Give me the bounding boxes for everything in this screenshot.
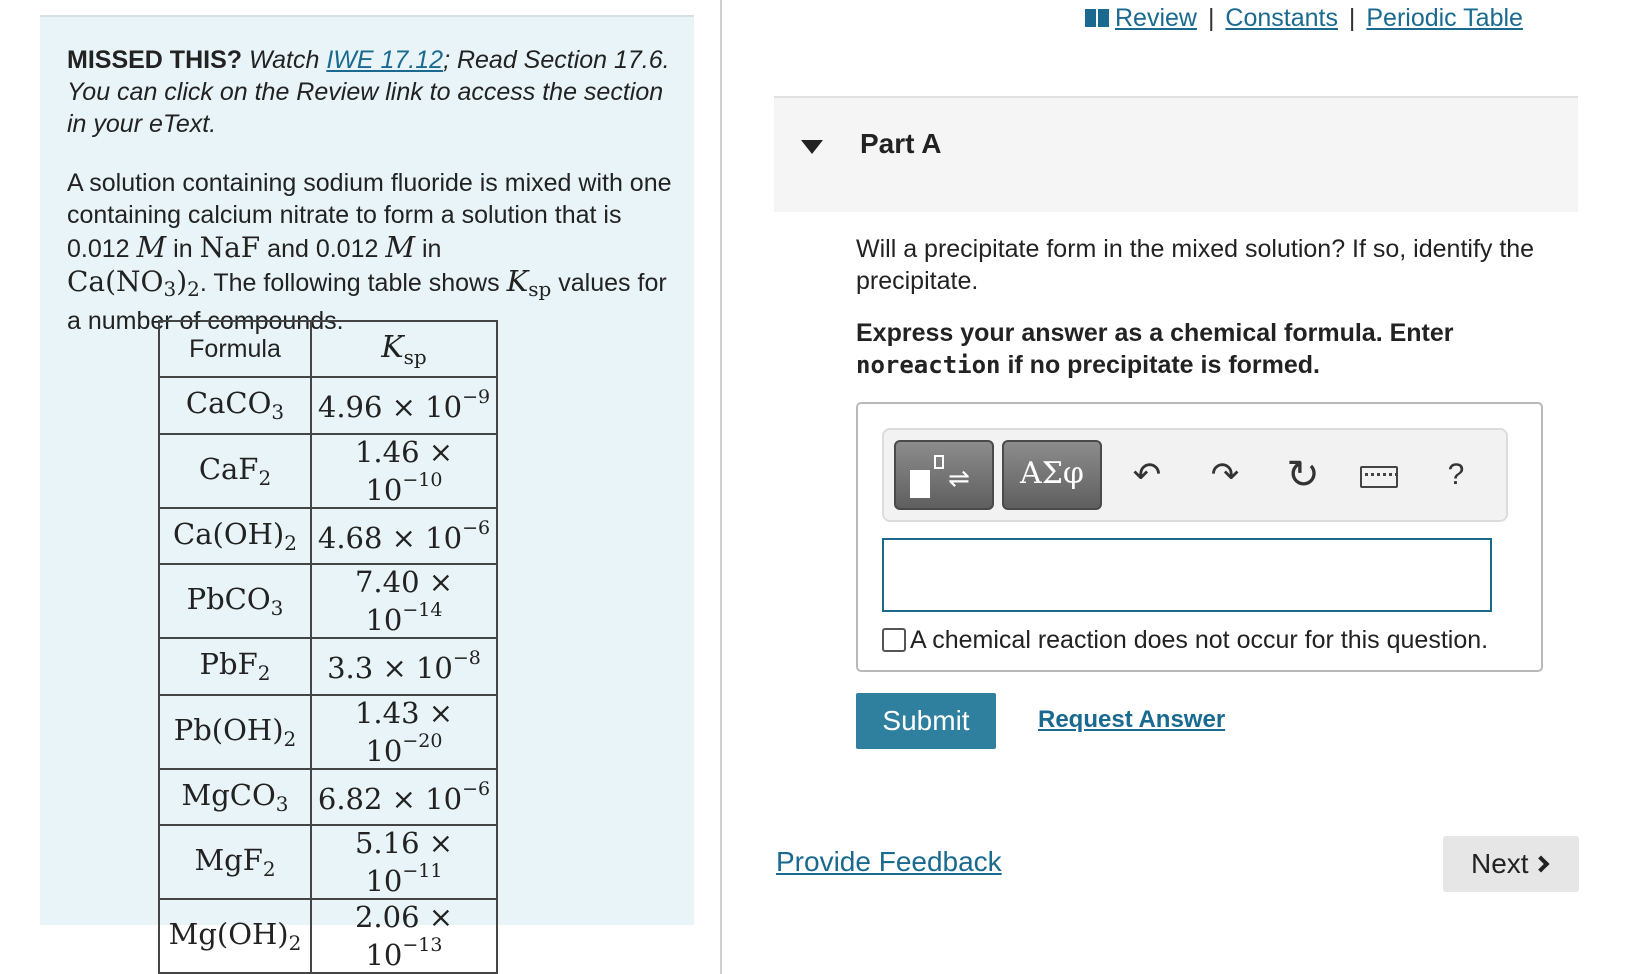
answer-instruction: Express your answer as a chemical formula. Enter noreaction if no precipitate is formed. — [856, 319, 1454, 379]
problem-statement — [67, 167, 677, 337]
constants-link[interactable]: Constants — [1225, 4, 1338, 32]
request-answer-link[interactable]: Request Answer — [1038, 706, 1226, 733]
templates-button[interactable] — [894, 440, 994, 510]
problem-text-2: . The following table shows — [199, 269, 500, 297]
formula-cell: MgF$_2$ — [159, 825, 311, 899]
problem-text-and: and 0.012 — [267, 235, 379, 263]
missed-lead: MISSED THIS? — [67, 46, 243, 74]
math-toolbar — [882, 428, 1508, 522]
resource-links — [1085, 4, 1523, 33]
table-row — [159, 899, 497, 973]
ksp-value-cell: $4.68 \times 10^{-6}$ — [311, 508, 497, 565]
part-title: Part A — [860, 128, 942, 159]
table-row — [159, 434, 497, 508]
formula-cell: CaCO$_3$ — [159, 377, 311, 434]
undo-icon[interactable]: ↶ — [1132, 455, 1162, 495]
table-header-ksp: $K_{sp}$ — [311, 321, 497, 377]
no-reaction-label: A chemical reaction does not occur for this question. — [910, 626, 1489, 654]
naf-formula: NaF — [199, 231, 261, 264]
periodic-table-link[interactable]: Periodic Table — [1366, 4, 1523, 32]
next-button[interactable] — [1443, 836, 1579, 892]
submit-button[interactable]: Submit — [856, 693, 996, 749]
caret-down-icon[interactable] — [801, 140, 823, 154]
missed-this-note — [67, 44, 677, 140]
reset-icon[interactable]: ↻ — [1286, 452, 1320, 498]
table-row — [159, 377, 497, 434]
redo-icon[interactable]: ↷ — [1210, 455, 1240, 495]
provide-feedback-link[interactable]: Provide Feedback — [776, 846, 1002, 877]
ksp-value-cell: $1.46 \times 10^{-10}$ — [311, 434, 497, 508]
link-separator: | — [1348, 4, 1356, 32]
formula-cell: $Mg(OH)_2$ — [159, 899, 311, 973]
problem-text-in: in — [422, 235, 442, 263]
iwe-link[interactable]: IWE 17.12 — [326, 46, 444, 74]
equilibrium-arrows-icon: ⇌ — [948, 464, 970, 494]
greek-symbols-button[interactable]: ΑΣφ — [1002, 440, 1102, 510]
part-a-header[interactable] — [774, 96, 1578, 212]
table-row — [159, 769, 497, 826]
answer-input[interactable] — [882, 538, 1492, 612]
formula-cell: PbCO$_3$ — [159, 564, 311, 638]
help-icon[interactable]: ? — [1447, 458, 1465, 491]
ksp-value-cell: $2.06 \times 10^{-13}$ — [311, 899, 497, 973]
missed-rest: ; Read Section 17.6. You can click on the Review link to access the section in your eText. — [67, 46, 670, 138]
ksp-value-cell: $1.43 \times 10^{-20}$ — [311, 695, 497, 769]
next-label: Next — [1471, 848, 1529, 879]
formula-cell: $Ca(OH)_2$ — [159, 508, 311, 565]
formula-cell: CaF$_2$ — [159, 434, 311, 508]
problem-text-3: values for a number of compounds. — [67, 269, 667, 335]
formula-cell: MgCO$_3$ — [159, 769, 311, 826]
molar-unit: M — [385, 230, 416, 264]
no-reaction-option[interactable] — [882, 626, 1488, 655]
ksp-symbol: Ksp — [506, 264, 552, 301]
noreaction-code: noreaction — [856, 351, 1001, 379]
table-row — [159, 825, 497, 899]
link-separator: | — [1207, 4, 1215, 32]
formula-cell: $Pb(OH)_2$ — [159, 695, 311, 769]
problem-text-1: A solution containing sodium fluoride is mixed with one containing calcium nitrate to form a solution that is 0.012 — [67, 169, 672, 263]
ca-no3-formula: Ca(NO3)2 — [67, 265, 200, 301]
table-row — [159, 508, 497, 565]
formula-cell: PbF$_2$ — [159, 638, 311, 695]
ksp-table — [158, 320, 498, 974]
book-icon — [1085, 9, 1109, 27]
template-square-icon — [910, 470, 930, 498]
ksp-value-cell: $4.96 \times 10^{-9}$ — [311, 377, 497, 434]
ksp-value-cell: $3.3 \times 10^{-8}$ — [311, 638, 497, 695]
ksp-value-cell: $7.40 \times 10^{-14}$ — [311, 564, 497, 638]
molar-unit: M — [136, 230, 167, 264]
panel-divider — [720, 0, 722, 974]
template-box-icon — [934, 455, 944, 469]
ksp-value-cell: $5.16 \times 10^{-11}$ — [311, 825, 497, 899]
review-link[interactable]: Review — [1115, 4, 1197, 32]
table-row — [159, 638, 497, 695]
table-row — [159, 564, 497, 638]
missed-watch: Watch — [248, 46, 320, 74]
answer-box — [856, 402, 1543, 672]
keyboard-icon[interactable] — [1354, 450, 1404, 500]
question-text: Will a precipitate form in the mixed solution? If so, identify the precipitate. — [856, 235, 1535, 295]
no-reaction-checkbox[interactable] — [882, 628, 906, 652]
ksp-value-cell: $6.82 \times 10^{-6}$ — [311, 769, 497, 826]
problem-text-in: in — [173, 235, 193, 263]
table-row — [159, 695, 497, 769]
table-header-formula: Formula — [159, 321, 311, 377]
chevron-right-icon — [1532, 856, 1549, 873]
